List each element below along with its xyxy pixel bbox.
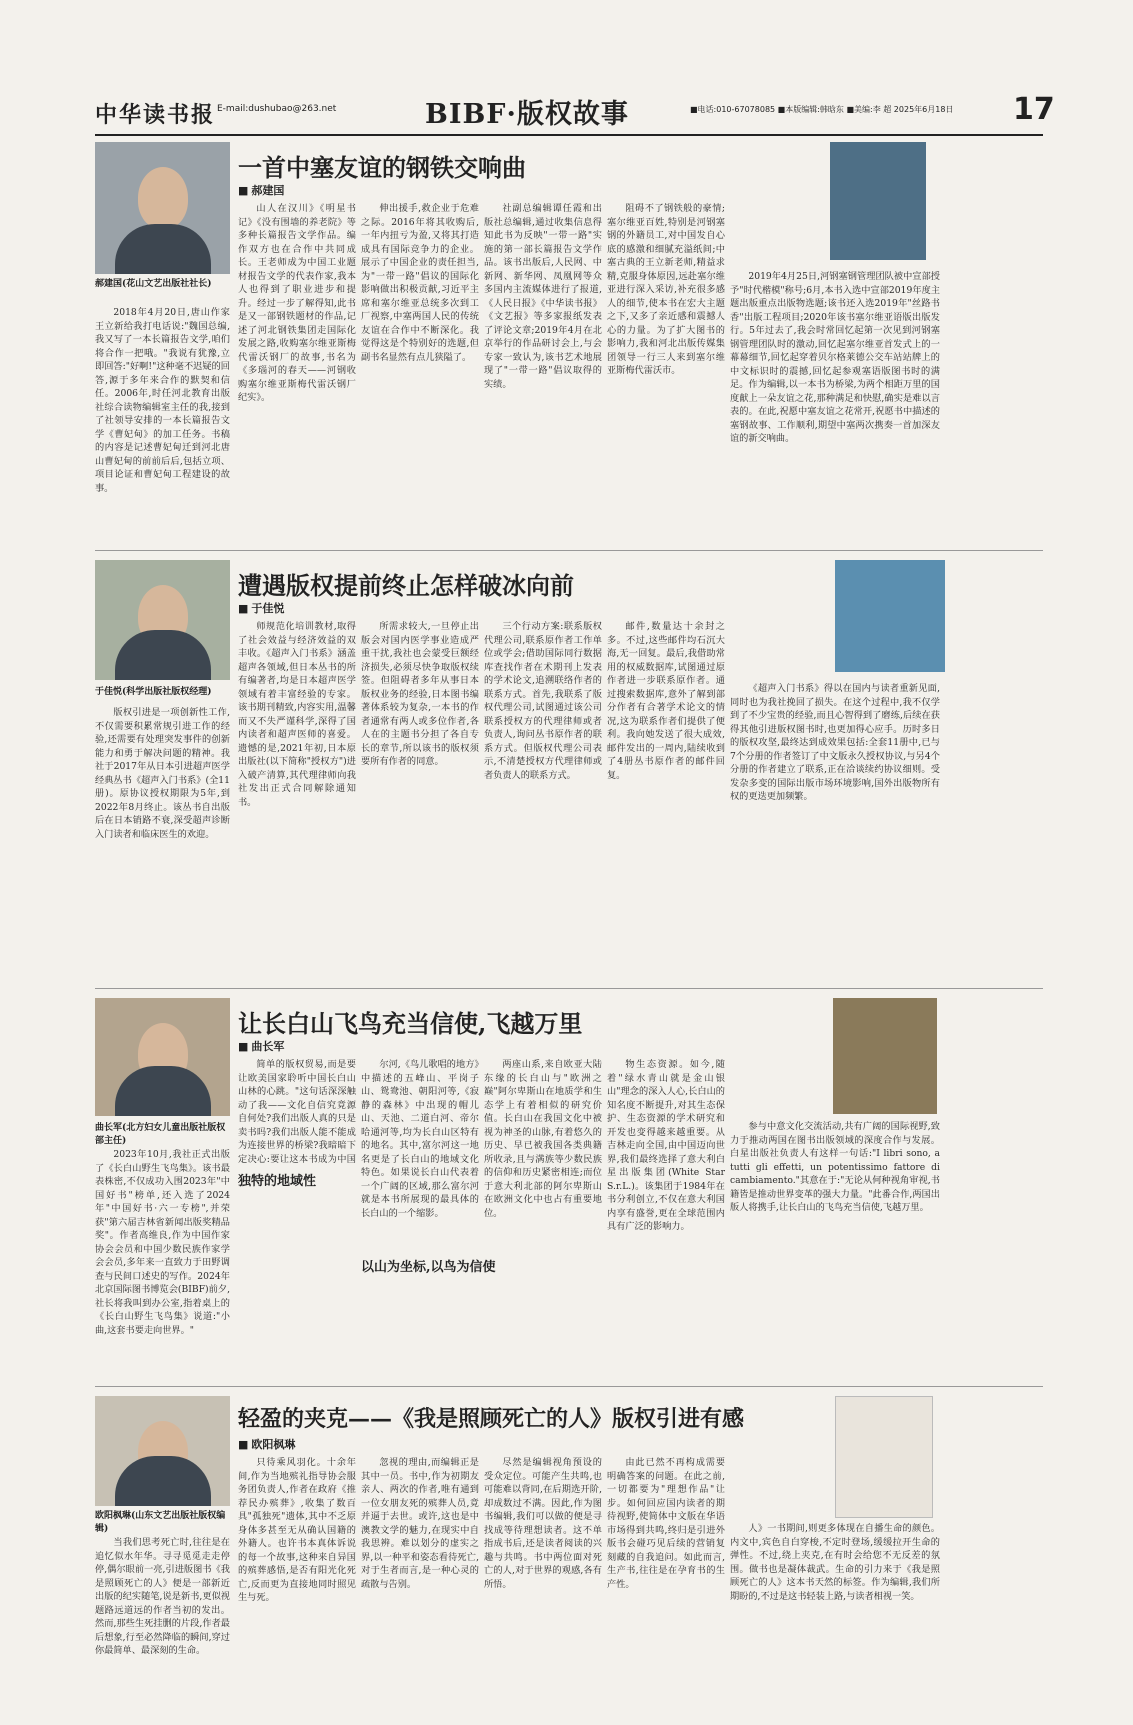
- article-column: 三个行动方案:联系版权代理公司,联系原作者工作单位或学会;借助国际同行数据库查找作者在术期刊上发表的学术论文,追溯联络作者的联系方式。首先,我联系了版权代理公司,试图通过该公司联系授权方的代理律师或者负责人,询问丛书原作者的联系方式。但版权代理公司表示,不清楚授权方代理律师或者负责人的联系方式。: [484, 621, 602, 781]
- photo-caption: 曲长军(北方妇女儿童出版社版权部主任): [95, 1123, 226, 1146]
- article-column: 2019年4月25日,河钢塞钢管理团队被中宣部授予"时代楷模"称号;6月,本书入选中宣部2019年度主题出版重点出版物选题;该书还入选2019年"丝路书香"出版工程项目;2020年该书塞尔维亚语版出版发行。5年过去了,我会时常回忆起第一次见到河钢塞钢管理团队时的激动,回忆起塞尔维亚首发式上的一幕幕细节,回忆起穿着贝尔格莱德公交车站站牌上的中文标识时的震撼,回忆起参观塞语版图书时的满足。作为编辑,以一本书为桥梁,为两个相距万里的国度献上一朵友谊之花,那种满足和快慰,确实是难以言表的。在此,祝愿中塞友谊之花常开,祝愿书中描述的塞钢故事、工作顺利,期望中塞两次携奏一首加深友谊的新交响曲。: [730, 271, 940, 444]
- article-title: 一首中塞友谊的钢铁交响曲: [238, 153, 526, 182]
- article-intro: 当我们思考死亡时,往往是在追忆似水年华。寻寻觅觅走走停停,偶尔眼前一亮,引进版图书《我是照顾死亡的人》便是一部新近出版的纪实随笔,说是新书,更似视题路远道远的作者当初的发出。然而,那些生死挂删的片段,作者最后想象,行至必然降临的瞬间,穿过你最简单、最深刻的生命。: [95, 1537, 230, 1656]
- article-column: 只待乘风羽化。十余年间,作为当地殡礼指导协会服务团负责人,作者在政府《推荐民办殡葬》,收集了数百具"孤独死"遗体,其中不乏原身体多甚至无从确认国籍的外籍人。也许书本真体诉说的每一个故事,这种来自异国的殡葬感悟,是否有阳光化死亡,反而更为直接地同时照见生与死。: [238, 1457, 356, 1603]
- article-column: 人》一书期间,则更多体现在自播生命的颜色。内文中,宾色自白穿梭,不定时登场,缓缓拉开生命的弹性。不过,绕上夹克,在有时会给您不无反差的氛围。做书也是凝体裁武。生命的引力来于《我是照顾死亡的人》这本书天然的标签。作为编辑,我们所期盼的,不过是这书轻装上路,与读者相视一笑。: [730, 1523, 940, 1602]
- photo-caption: 郝建国(花山文艺出版社社长): [95, 279, 212, 289]
- article-column: 两座山系,来自欧亚大陆东缘的长白山与"欧洲之巅"阿尔卑斯山在地质学和生态学上有着相似的研究价值。长白山在我国文化中被视为神圣的山脉,有着悠久的历史、早已被我国各类典籍所收录,且与满族等少数民族的信仰和历史紧密相连;而位于意大利北部的阿尔卑斯山在欧洲文化中也占有重要地位。: [484, 1059, 602, 1219]
- article-column: 由此已然不再构成需要明确答案的问题。在此之前,一切都要为"理想作品"让步。如何回应国内读者的期待视野,使简体中文版在华语市场得到共鸣,终归是引进外版书会碰巧见后续的营销复刻藏的自我追问。如此而言,生产书,往往是在孕育书的生产性。: [607, 1457, 725, 1590]
- article-column: 尔河,《鸟儿歌唱的地方》中描述的五峰山、平岗子山、鸳鸯池、朝阳河等,《寂静的森林》中出现的帽儿山、天池、二道白河、帝尔哈通河等,均为长白山区特有的地名。其中,富尔河这一地名更是了长白山的地域文化特色。如果说长白山代表着一个广阔的区域,那么富尔河就是本书所展现的最具体的长白山的一个缩影。: [361, 1059, 479, 1219]
- masthead-rule: [95, 134, 1043, 136]
- article-column: 山人在汉川》《明星书记》《没有围墙的养老院》等多种长篇报告文学作品。编作双方也在合作中共同成长。王老师成为中国工业题材报告文学的代表作家,我本人也得到了职业进步和提升。经过一步了解得知,此书是又一部钢铁题材的作品,记述了河北钢铁集团走国际化发展之路,收购塞尔维亚斯梅代雷沃钢厂的故事,书名为《多瑙河的春天——河钢收购塞尔维亚斯梅代雷沃钢厂纪实》。: [238, 203, 356, 403]
- book-cover: [835, 560, 945, 672]
- article-divider: [95, 550, 1043, 551]
- page-number: 17: [1013, 92, 1055, 127]
- article-column: 物生态资源。如今,随着"绿水青山就是金山银山"理念的深入人心,长白山的知名度不断提升,对其生态保护、生态资源的学术研究和开发也变得越来越重要。从吉林走向全国,由中国迈向世界,我们最终选择了意大利白星出版集团(White Star S.r.L.)。该集团于1984年在书分利创立,不仅在意大利国内享有盛誉,更在全球范围内具有广泛的影响力。: [607, 1059, 725, 1232]
- article-column: 阻碍不了钢铁般的豪情;塞尔维亚百姓,特别是河钢塞钢的外籍员工,对中国发自心底的感激和细腻充溢纸间;中塞古典的王立新老师,精益求精,克服身体原因,远赴塞尔维亚进行深入采访,补充很多感人的细节,使本书在宏大主题之下,又多了亲近感和震撼人心的力量。为了扩大图书的影响力,我和河北出版传媒集团领导一行三人来到塞尔维亚斯梅代雷沃市。: [607, 203, 725, 376]
- photo-caption: 欧阳枫琳(山东文艺出版社版权编辑): [95, 1511, 226, 1534]
- article-divider: [95, 988, 1043, 989]
- article-4: [95, 1396, 1043, 1696]
- article-column: 伸出援手,救企业于危难之际。2016年将其收购后,一年内扭亏为盈,又将其打造成具有国际竞争力的企业。展示了中国企业的责任担当,为"一带一路"倡议的国际化影响做出积极贡献,习近平主席和塞尔维亚总统多次到工厂视察,中塞两国人民的传统友谊在合作中不断深化。我觉得这是个特别好的选题,但副书名显然有点儿狭隘了。: [361, 203, 479, 363]
- article-title: 遭遇版权提前终止怎样破冰向前: [238, 571, 574, 600]
- newspaper-logo: 中华读书报: [95, 102, 216, 128]
- article-title: 让长白山飞鸟充当信使,飞越万里: [238, 1009, 583, 1038]
- article-intro: 2018年4月20日,唐山作家王立新给我打电话说:"魏国总编,我又写了一本长篇报告文学,咱们将合作一把哦。"我说有犹豫,立即回答:"好啊!"这种毫不迟疑的回答,源于多年来合作的默契和信任。2006年,时任河北教育出版社综合读物编辑室主任的我,接到了社领导安排的一本长篇报告文学《曹妃甸》的加工任务。书稿的内容是记述曹妃甸迁到河北唐山曹妃甸的前前后后,包括立项、项目论证和曹妃甸工程建设的故事。: [95, 307, 230, 494]
- author-photo: [95, 560, 230, 680]
- article-column: 社副总编辑谭任霞和出版社总编辑,通过收集信息得知此书为反映"一带一路"实施的第一部长篇报告文学作品。该书出版后,人民网、中新网、新华网、凤凰网等众多国内主流媒体进行了报道,《人民日报》《中华读书报》《文艺报》等多家报纸发表了评论文章;2019年4月在北京举行的作品研讨会上,与会专家一致认为,该书艺术地展现了"一带一路"倡议取得的实绩。: [484, 203, 602, 390]
- byline: ■ 于佳悦: [238, 600, 284, 616]
- email-line: E-mail:dushubao@263.net: [217, 104, 337, 114]
- article-column: 简单的版权贸易,而是要让欧美国家聆听中国长白山山林的心跳。"这句话深深触动了我——文化自信究竟源自何处?我们出版人真的只是卖书吗?我们出版人能不能成为连接世界的桥梁?我暗暗下定决心:要让这本书成为中国: [238, 1059, 356, 1165]
- section-title: BIBF·版权故事: [425, 99, 629, 130]
- byline: ■ 欧阳枫琳: [238, 1436, 295, 1452]
- meta-line: ■电话:010-67078085 ■本版编辑:韩晗东 ■美编:李 超 2025年6月18日: [690, 105, 954, 114]
- article-column: 邮件,数量达十余封之多。不过,这些邮件均石沉大海,无一回复。最后,我借助常用的权威数据库,试图通过原作者进一步联系原作者。通过搜索数据库,意外了解到部分作者有合著学术论文的情况,这为联系作者们提供了便利。我向她发送了很大成效,邮件发出的一周内,陆续收到了4册丛书原作者的邮件回复。: [607, 621, 725, 781]
- article-intro: 版权引进是一项创新性工作,不仅需要积累常规引进工作的经验,还需要有处理突发事件的创新能力和勇于解决问题的精神。我社于2017年从日本引进超声医学经典丛书《超声入门书系》(全11册)。原协议授权期限为5年,到2022年8月终止。该丛书自出版后在日本销路不衰,深受超声诊断入门读者和临床医生的欢迎。: [95, 707, 230, 840]
- article-intro: 2023年10月,我社正式出版了《长白山野生飞鸟集》。该书最表株密,不仅成功入围2023年"中国好书"榜单,还入选了2024年"中国好书·六一专榜",并荣获"第六届吉林省新闻出版奖精品奖"。作者高维良,作为中国作家协会会员和中国少数民族作家学会会员,多年来一直致力于田野调查与民间口述史的写作。2024年北京国际图书博览会(BIBF)前夕,社长将我叫到办公室,指着桌上的《长白山野生飞鸟集》说道:"小曲,这套书要走向世界。": [95, 1149, 230, 1336]
- byline: ■ 郝建国: [238, 182, 284, 198]
- article-1: [95, 142, 1043, 542]
- subheading: 独特的地域性: [238, 1174, 317, 1189]
- article-column: 尽然是编辑视角预设的受众定位。可能产生共鸣,也可能难以背同,在后期选开阶,却成数过不满。因此,作为图书编辑,我们可以做的便是寻找成等待理想读者。这不单指成书后,还是读者阅读的兴趣与共鸣。书中两位面对死亡的人,对于世界的观感,各有所悟。: [484, 1457, 602, 1590]
- article-2: [95, 560, 1043, 980]
- article-3: [95, 998, 1043, 1378]
- author-photo: [95, 1396, 230, 1506]
- book-cover: [835, 1396, 933, 1518]
- article-column: 师规范化培训教材,取得了社会效益与经济效益的双丰收。《超声入门书系》涵盖超声各领域,但日本丛书的所有编著者,均是日本超声医学领域有着丰富经验的专家。该书期刊精致,内容实用,温馨而又不失严谨科学,深得了国内读者和超声医师的喜爱。遗憾的是,2021年初,日本原出版社(以下简称"授权方")进入破产清算,其代理律师向我社发出正式合同解除通知书。: [238, 621, 356, 808]
- article-divider: [95, 1386, 1043, 1387]
- author-photo: [95, 142, 230, 274]
- article-column: 所需求较大,一旦停止出版会对国内医学事业造成严重干扰,我社也会蒙受巨额经济损失,必须尽快争取版权续签。但阻碍者多年从事日本版权业务的经验,日本图书编著体系较为复杂,一本书的作者通常有两人或多位作者,各人在的主题书分担了各自专长的章节,所以该书的版权须要所有作者的同意。: [361, 621, 479, 767]
- article-column: 参与中意文化交流活动,共有广阔的国际视野,致力于推动两国在图书出版领域的深度合作与发展。白星出版社负责人有这样一句话:"I libri sono, a tutti gli effetti, un potentissimo fattore di cambiamento."其意在于:"无论从何种视角审视,书籍皆是推动世界变革的强大力量。"此番合作,两国出版人将携手,让长白山的飞鸟充当信使,飞越万里。: [730, 1121, 940, 1213]
- article-column: 《超声入门书系》得以在国内与读者重新见面,同时也为我社挽回了损失。在这个过程中,我不仅学到了不少宝贵的经验,而且心智得到了磨练,后续在获得其他引进版权图书时,也更加得心应手。历时多日的版权攻坚,最终达到成效果包括:全套11册中,已与7个分册的作者签订了中文版永久授权协议,与另4个分册的作者建立了联系,正在洽谈续约协议细则。受发杂多变的国际出版市场环境影响,国外出版物所有权的更迭更加频繁。: [730, 683, 940, 802]
- subheading: 以山为坐标,以鸟为信使: [361, 1260, 496, 1275]
- photo-caption: 于佳悦(科学出版社版权经理): [95, 687, 212, 697]
- masthead: [95, 92, 1055, 132]
- book-cover: [833, 998, 937, 1114]
- article-title: 轻盈的夹克——《我是照顾死亡的人》版权引进有感: [238, 1406, 745, 1432]
- book-cover: [830, 142, 926, 260]
- author-photo: [95, 998, 230, 1116]
- byline: ■ 曲长军: [238, 1038, 284, 1054]
- article-column: 忽视的理由,而编辑正是其中一员。书中,作为初期友亲人、两次的作者,唯有通到一位女朋友死的殡葬人员,竟并逼于去世。或许,这也是中澳教文学的魅力,在现实中自我思辨。难以划分的虚实之界,以一种平和姿态看待死亡,对于生者而言,是一种心灵的疏散与告别。: [361, 1457, 479, 1590]
